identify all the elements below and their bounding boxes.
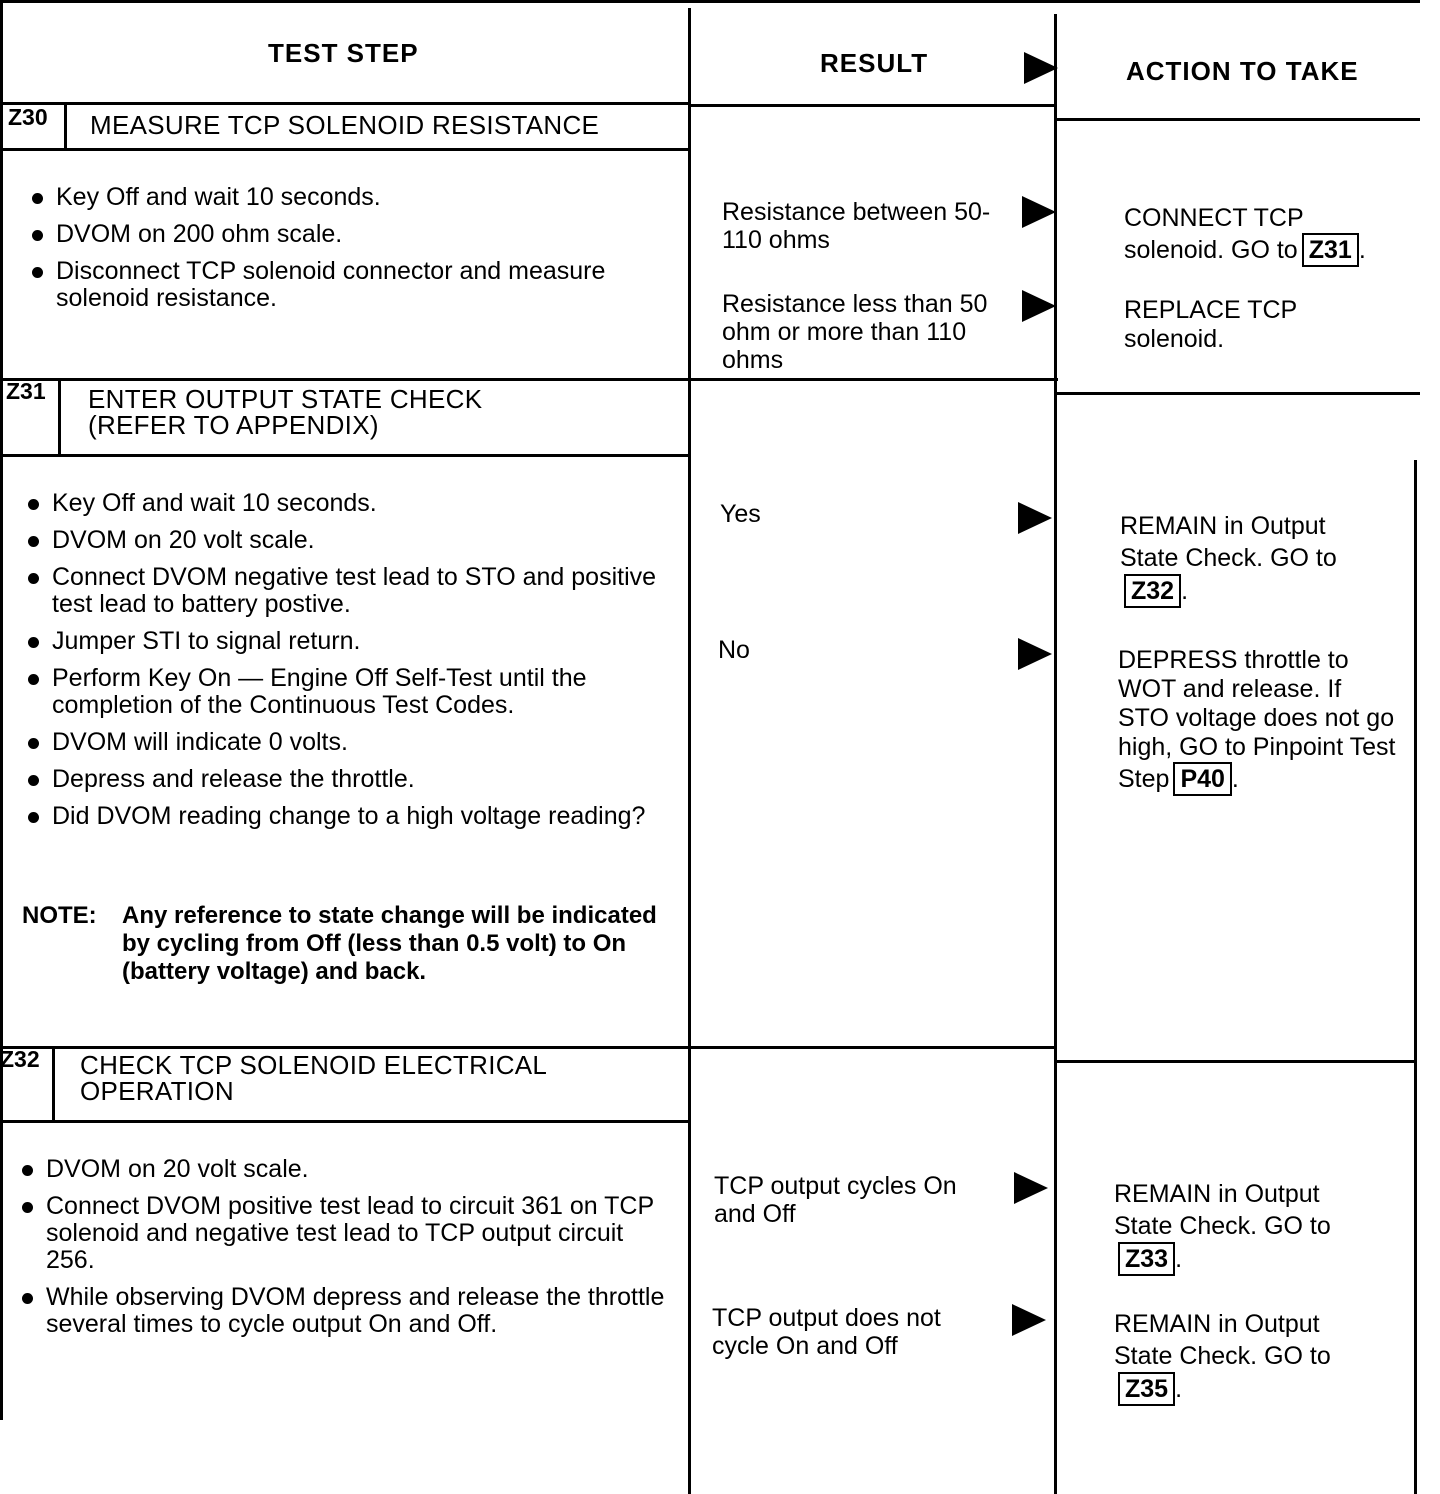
step-title-z30: MEASURE TCP SOLENOID RESISTANCE bbox=[90, 110, 600, 140]
action-text: REMAIN in Output State Check. GO to bbox=[1114, 1180, 1331, 1240]
z31-note bbox=[22, 902, 672, 1022]
z30-procedure-list bbox=[28, 184, 668, 322]
header-divider-result bbox=[690, 104, 1056, 107]
z31-result-yes: Yes bbox=[720, 500, 761, 528]
list-item: Depress and release the throttle. bbox=[24, 766, 668, 793]
z30-result-1-arrow-icon bbox=[1022, 196, 1056, 228]
action-suffix: . bbox=[1175, 1245, 1183, 1273]
z31-procedure-list bbox=[24, 490, 668, 840]
z30-action-bottom bbox=[1056, 392, 1420, 395]
action-text: REMAIN in Output State Check. GO to bbox=[1120, 512, 1337, 572]
z32-result-2-arrow-icon bbox=[1012, 1304, 1046, 1336]
list-item: Key Off and wait 10 seconds. bbox=[24, 490, 668, 517]
action-text: DEPRESS throttle to WOT and release. If STO voltage does not go high, GO to Pinpoint Test Step bbox=[1118, 646, 1396, 793]
header-arrow-icon bbox=[1024, 52, 1058, 84]
step-title-z31-line2: (REFER TO APPENDIX) bbox=[88, 410, 379, 440]
z31-result-yes-arrow-icon bbox=[1018, 502, 1052, 534]
step-title-z31-line1: ENTER OUTPUT STATE CHECK bbox=[88, 384, 483, 414]
step-ref-p40[interactable]: P40 bbox=[1173, 762, 1231, 796]
note-label: NOTE: bbox=[22, 902, 97, 929]
list-item: Jumper STI to signal return. bbox=[24, 628, 668, 655]
list-item: DVOM on 20 volt scale. bbox=[24, 527, 668, 554]
action-suffix: . bbox=[1231, 765, 1239, 793]
z31-action-yes bbox=[1120, 510, 1360, 608]
z30-section-bottom bbox=[0, 378, 1058, 381]
table-right-border bbox=[1414, 460, 1417, 1494]
list-item: Connect DVOM negative test lead to STO and positive test lead to battery postive. bbox=[24, 564, 668, 618]
z32-result-2: TCP output does not cycle On and Off bbox=[712, 1304, 941, 1360]
list-item: While observing DVOM depress and release the throttle several times to cycle output On and Off. bbox=[18, 1284, 668, 1338]
header-test-step: TEST STEP bbox=[268, 38, 419, 68]
z31-title-bottom bbox=[0, 454, 690, 457]
z32-title-bottom bbox=[0, 1120, 690, 1123]
z31-result-no: No bbox=[718, 636, 750, 664]
list-item: DVOM on 200 ohm scale. bbox=[28, 221, 668, 248]
list-item: DVOM will indicate 0 volts. bbox=[24, 729, 668, 756]
step-code-z30: Z30 bbox=[8, 104, 48, 130]
z30-title-bottom bbox=[0, 148, 690, 151]
note-text: Any reference to state change will be indicated by cycling from Off (less than 0.5 volt) to On (battery voltage) and back. bbox=[122, 902, 657, 985]
z32-action-1 bbox=[1114, 1178, 1354, 1276]
step-ref-z35[interactable]: Z35 bbox=[1118, 1372, 1175, 1406]
z30-result-2-arrow-icon bbox=[1022, 290, 1056, 322]
step-ref-z33[interactable]: Z33 bbox=[1118, 1242, 1175, 1276]
step-code-z32: Z32 bbox=[0, 1046, 40, 1072]
z32-procedure-list bbox=[18, 1156, 668, 1348]
step-code-z31: Z31 bbox=[6, 378, 46, 404]
z32-result-1: TCP output cycles On and Off bbox=[714, 1172, 957, 1228]
step-title-z32-line1: CHECK TCP SOLENOID ELECTRICAL bbox=[80, 1050, 548, 1080]
z30-action-1 bbox=[1124, 204, 1410, 267]
z31-result-no-arrow-icon bbox=[1018, 638, 1052, 670]
action-text: REMAIN in Output State Check. GO to bbox=[1114, 1310, 1331, 1370]
z31-action-bottom bbox=[1054, 1060, 1416, 1063]
table-top-border bbox=[0, 0, 1420, 3]
step-ref-z31[interactable]: Z31 bbox=[1302, 233, 1359, 267]
list-item: DVOM on 20 volt scale. bbox=[18, 1156, 668, 1183]
z31-code-divider bbox=[58, 380, 61, 456]
table-left-border bbox=[0, 0, 3, 1420]
z32-code-divider bbox=[52, 1048, 55, 1122]
z30-action-2: REPLACE TCP solenoid. bbox=[1124, 296, 1297, 353]
header-result: RESULT bbox=[820, 48, 929, 78]
list-item: Key Off and wait 10 seconds. bbox=[28, 184, 668, 211]
action-text: CONNECT TCP solenoid. GO to bbox=[1124, 204, 1304, 264]
list-item: Did DVOM reading change to a high voltage reading? bbox=[24, 803, 668, 830]
header-action: ACTION TO TAKE bbox=[1126, 56, 1359, 86]
z32-action-2 bbox=[1114, 1308, 1354, 1406]
action-suffix: . bbox=[1358, 236, 1366, 264]
header-divider-action bbox=[1056, 118, 1420, 121]
z30-code-divider bbox=[64, 102, 67, 148]
z30-result-2: Resistance less than 50 ohm or more than 110 ohms bbox=[722, 290, 988, 374]
column-divider-action bbox=[1054, 14, 1057, 1494]
column-divider-result bbox=[688, 8, 691, 1494]
action-suffix: . bbox=[1175, 1375, 1183, 1403]
list-item: Perform Key On — Engine Off Self-Test until the completion of the Continuous Test Codes. bbox=[24, 665, 668, 719]
action-suffix: . bbox=[1181, 577, 1189, 605]
list-item: Connect DVOM positive test lead to circuit 361 on TCP solenoid and negative test lead to TCP output circuit 256. bbox=[18, 1193, 668, 1274]
z30-result-1: Resistance between 50-110 ohms bbox=[722, 198, 991, 254]
z31-action-no bbox=[1118, 646, 1398, 796]
z32-result-1-arrow-icon bbox=[1014, 1172, 1048, 1204]
header-divider-teststep bbox=[0, 102, 690, 105]
step-ref-z32[interactable]: Z32 bbox=[1124, 574, 1181, 608]
list-item: Disconnect TCP solenoid connector and measure solenoid resistance. bbox=[28, 258, 668, 312]
step-title-z32-line2: OPERATION bbox=[80, 1076, 234, 1106]
z31-section-bottom bbox=[0, 1046, 1056, 1049]
